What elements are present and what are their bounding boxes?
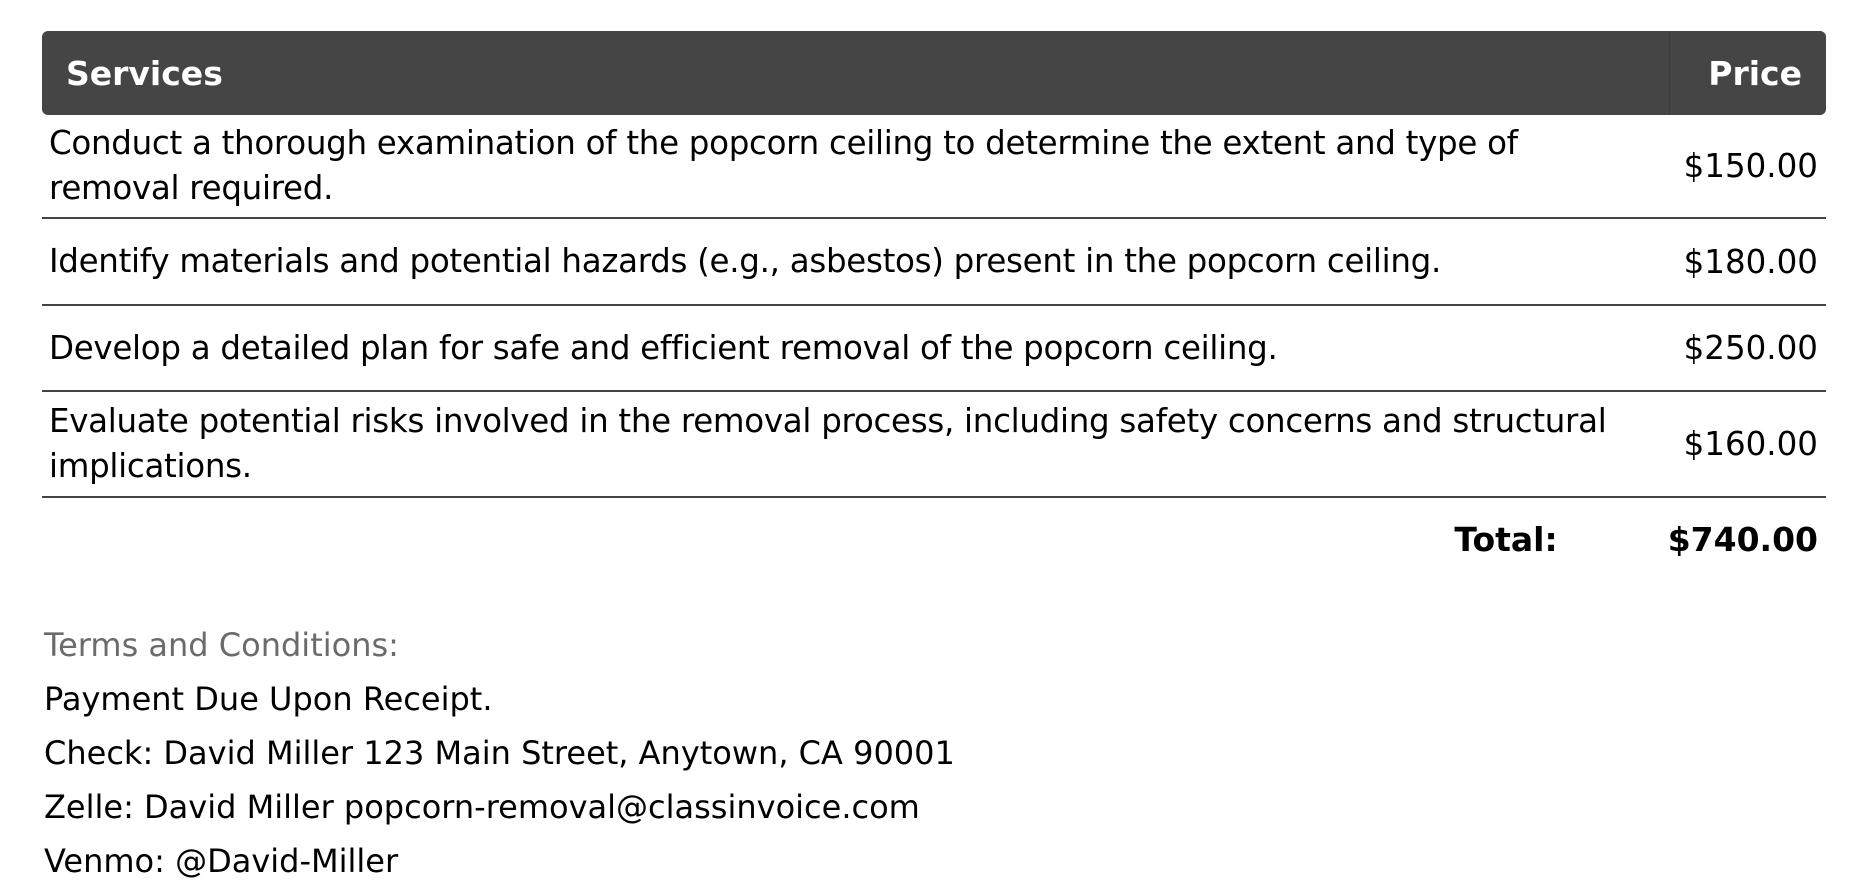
service-description: Evaluate potential risks involved in the removal process, including safety concerns and structural implications. — [49, 402, 1607, 485]
service-description: Identify materials and potential hazards (e.g., asbestos) present in the popcorn ceiling. — [49, 242, 1442, 280]
terms-venmo: Venmo: @David-Miller — [44, 842, 399, 880]
table-row — [42, 115, 1826, 219]
service-price: $150.00 — [1683, 147, 1818, 185]
total-value: $740.00 — [1667, 519, 1818, 559]
terms-title: Terms and Conditions: — [44, 626, 399, 664]
total-row — [42, 498, 1826, 580]
service-description: Develop a detailed plan for safe and efficient removal of the popcorn ceiling. — [49, 328, 1278, 367]
service-price: $160.00 — [1683, 425, 1818, 463]
table-row — [42, 219, 1826, 306]
terms-section — [44, 620, 955, 888]
table-header — [42, 31, 1826, 115]
services-table — [42, 31, 1826, 580]
service-description: Conduct a thorough examination of the popcorn ceiling to determine the extent and type of removal required. — [49, 124, 1518, 207]
terms-payment-due: Payment Due Upon Receipt. — [44, 680, 493, 718]
service-price: $250.00 — [1683, 329, 1818, 367]
table-row — [42, 392, 1826, 498]
header-services: Services — [66, 53, 223, 93]
total-label: Total: — [1454, 519, 1558, 559]
table-row — [42, 306, 1826, 392]
terms-check: Check: David Miller 123 Main Street, Anytown, CA 90001 — [44, 734, 955, 772]
header-price: Price — [1669, 31, 1826, 115]
service-price: $180.00 — [1683, 242, 1818, 281]
terms-zelle: Zelle: David Miller popcorn-removal@classinvoice.com — [44, 788, 920, 826]
